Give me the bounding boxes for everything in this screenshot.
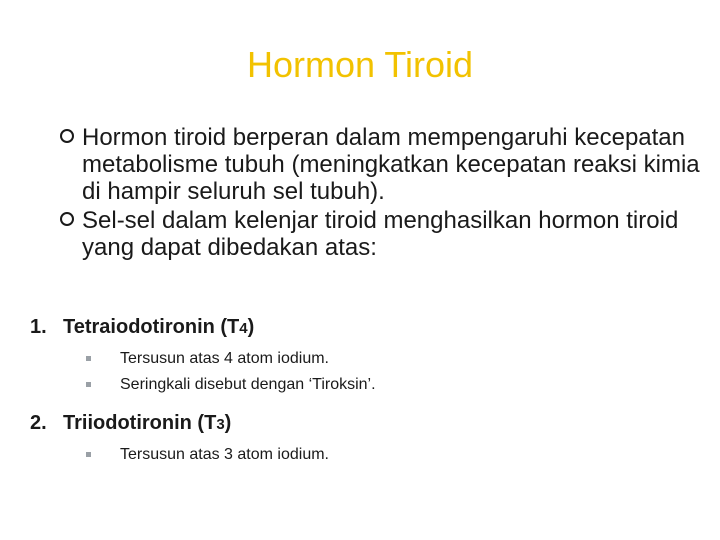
sub-bullet-item [86, 346, 650, 372]
sub-bullet-text: Tersusun atas 4 atom iodium. [120, 350, 329, 367]
sub-bullet-text: Seringkali disebut dengan ‘Tiroksin’. [120, 376, 376, 393]
sub-bullet-list [86, 346, 650, 398]
numbered-list [30, 312, 650, 478]
item-subscript: 3 [216, 416, 225, 433]
sub-bullet-text: Tersusun atas 3 atom iodium. [120, 446, 329, 463]
bullet-text: Sel-sel dalam kelenjar tiroid menghasilkan hormon tiroid yang dapat dibedakan atas: [82, 207, 679, 261]
bullet-list [60, 124, 700, 263]
sub-bullet-item [86, 372, 650, 398]
bullet-item [60, 207, 700, 261]
item-number: 1. [30, 316, 47, 338]
item-name: Tetraiodotironin (T [63, 316, 240, 338]
item-close: ) [247, 316, 255, 338]
numbered-item [30, 312, 650, 398]
bullet-text: Hormon tiroid berperan dalam mempengaruhi kecepatan metabolisme tubuh (meningkatkan kecepatan reaksi kimia di hampir seluruh sel tubuh). [82, 124, 700, 205]
square-bullet-icon [86, 356, 91, 361]
numbered-item [30, 408, 650, 468]
sub-bullet-list [86, 442, 650, 468]
item-subscript: 4 [239, 320, 248, 337]
numbered-item-heading [30, 312, 650, 344]
square-bullet-icon [86, 382, 91, 387]
item-name: Triiodotironin (T [63, 412, 217, 434]
item-number: 2. [30, 412, 47, 434]
square-bullet-icon [86, 452, 91, 457]
slide-title: Hormon Tiroid [246, 44, 474, 85]
numbered-item-heading [30, 408, 650, 440]
item-close: ) [224, 412, 232, 434]
circle-bullet-icon [60, 212, 74, 226]
bullet-item [60, 124, 700, 205]
circle-bullet-icon [60, 129, 74, 143]
sub-bullet-item [86, 442, 650, 468]
